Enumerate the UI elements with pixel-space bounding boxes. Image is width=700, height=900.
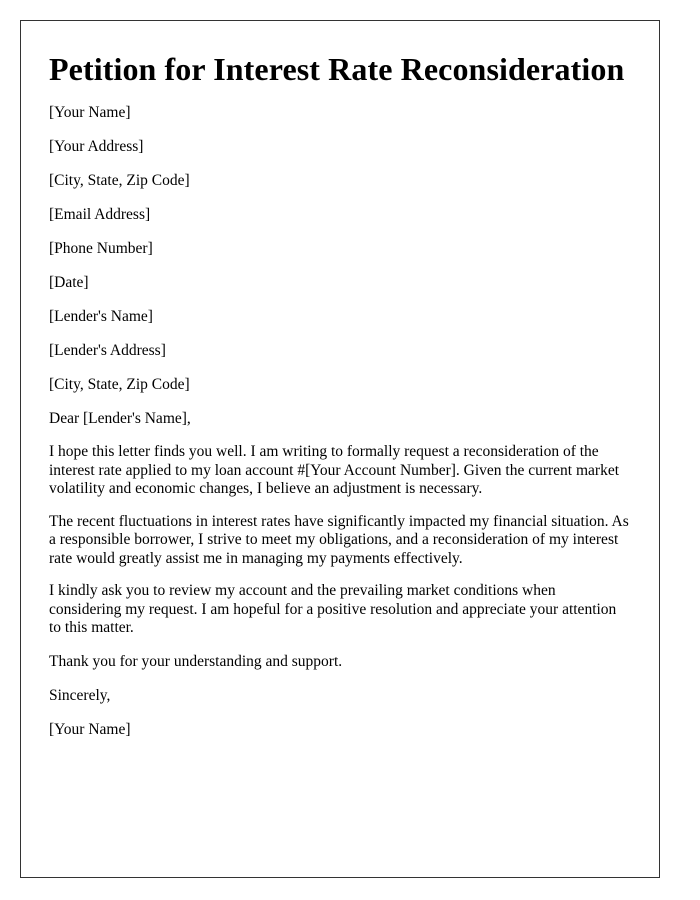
letter-body (49, 443, 631, 672)
recipient-block (49, 307, 631, 395)
sender-phone: [Phone Number] (49, 240, 153, 257)
recipient-address: [Lender's Address] (49, 342, 166, 359)
letter-title: Petition for Interest Rate Reconsideration (49, 51, 625, 87)
sender-email: [Email Address] (49, 206, 151, 223)
body-paragraph: The recent fluctuations in interest rates have significantly impacted my financial situation. As a responsible borrower, I strive to meet my obligations, and a reconsideration of my interest rate would greatly assist me in managing my payments effectively. (49, 512, 629, 567)
sender-name: [Your Name] (49, 104, 131, 121)
salutation: Dear [Lender's Name], (49, 410, 191, 427)
sender-address: [Your Address] (49, 138, 144, 155)
sender-city-state-zip: [City, State, Zip Code] (49, 172, 190, 189)
body-paragraph: Thank you for your understanding and support. (49, 652, 343, 670)
letter-page (20, 20, 660, 878)
body-paragraph: I kindly ask you to review my account and the prevailing market conditions when considering my request. I am hopeful for a positive resolution and appreciate your attention to this matter. (49, 582, 617, 636)
sender-block (49, 103, 631, 293)
letter-date: [Date] (49, 274, 89, 291)
body-paragraph: I hope this letter finds you well. I am writing to formally request a reconsideration of the interest rate applied to my loan account #[Your Account Number]. Given the current market volatility and economic changes, I believe an adjustment is necessary. (49, 443, 620, 497)
closing: Sincerely, (49, 686, 111, 704)
signature: [Your Name] (49, 720, 131, 738)
recipient-city-state-zip: [City, State, Zip Code] (49, 376, 190, 393)
recipient-name: [Lender's Name] (49, 308, 153, 325)
